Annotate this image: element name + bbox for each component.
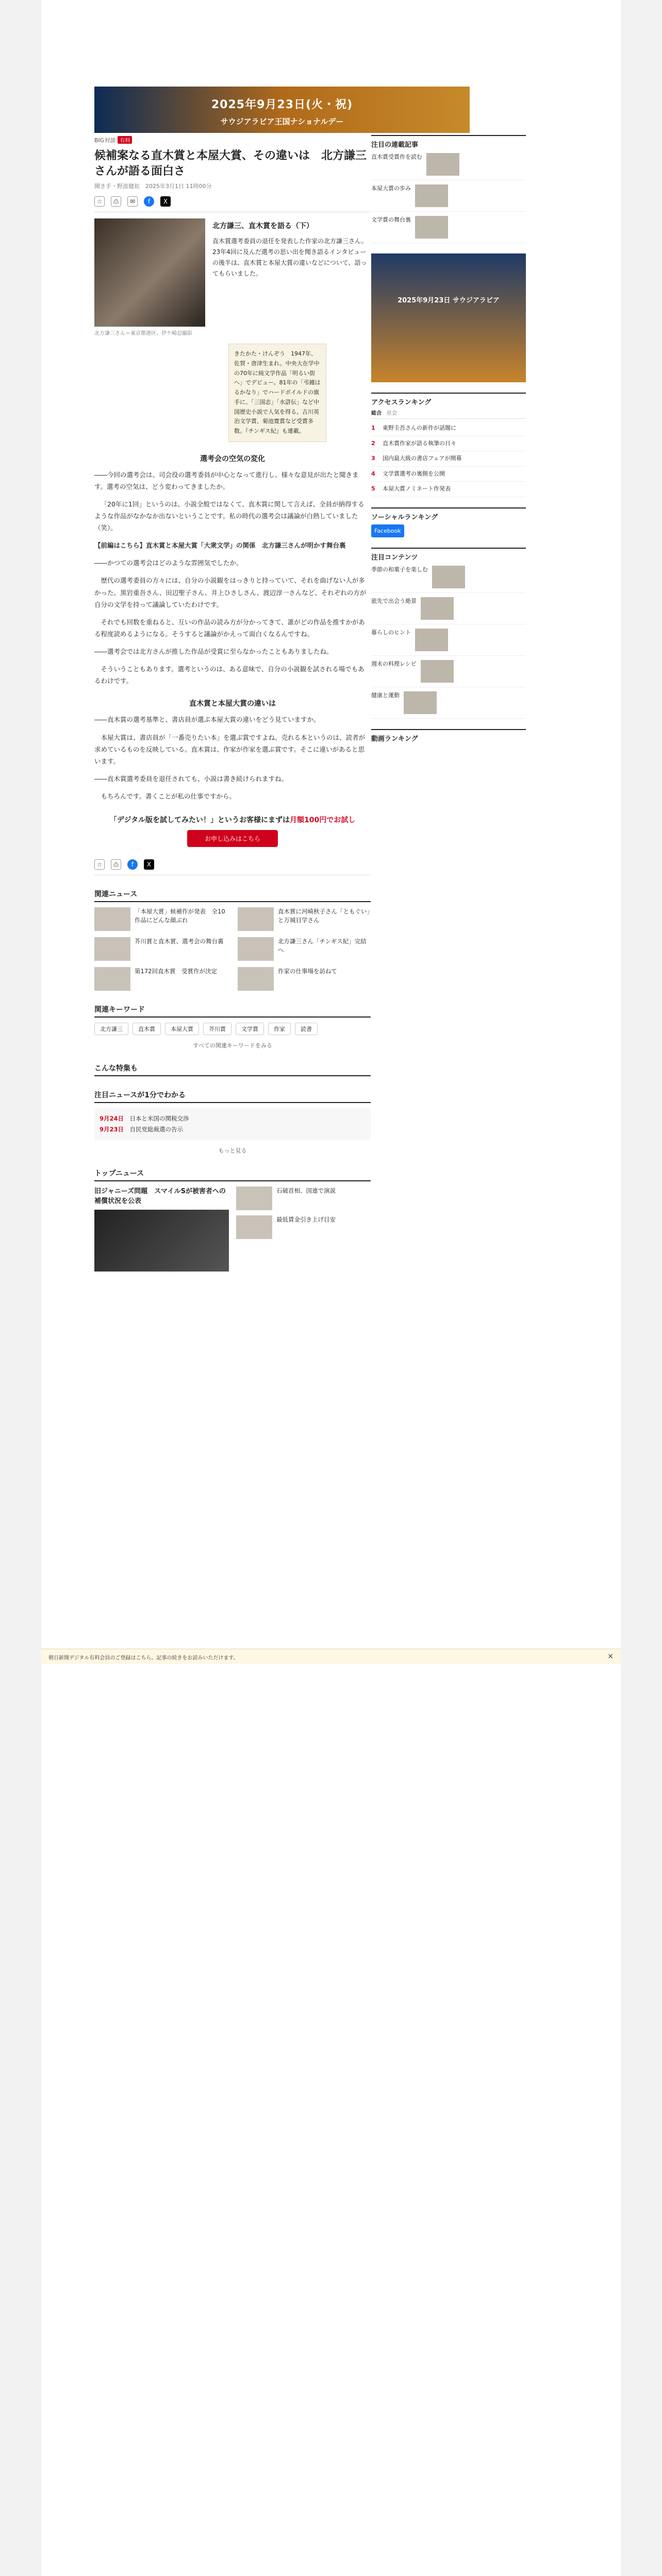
keyword-tag[interactable]: 芥川賞 (203, 1023, 231, 1035)
paragraph: 「20年に1回」というのは、小説全般ではなくて、直木賞に関して言えば、全員が納得するような作品がなかなか出ないということです。私の時代の選考会は議論が白熱していました（笑）。 (94, 500, 365, 532)
keyword-tag[interactable]: 読書 (295, 1023, 318, 1035)
ranking-item[interactable] (371, 421, 526, 436)
close-icon[interactable]: × (607, 1652, 614, 1660)
video-title (371, 733, 526, 743)
news-calendar (94, 1108, 371, 1140)
ranking-label: アクセスランキング (371, 399, 432, 406)
related-news-text: 北方謙三さん「チンギス紀」完結へ (278, 938, 367, 954)
subscribe-button[interactable]: お申し込みはこちら (187, 830, 278, 847)
rank-text: 直木賞作家が語る執筆の日々 (383, 439, 456, 447)
recommend-text: 暮らしのヒント (371, 629, 411, 636)
rank-number: 2 (371, 439, 375, 447)
breadcrumb-label[interactable]: BIG対談 (94, 137, 116, 144)
thumbnail (94, 967, 130, 991)
thumbnail (238, 907, 274, 931)
related-news-item[interactable] (238, 967, 371, 991)
profile-box: きたかた・けんぞう 1947年、佐賀・唐津生まれ。中央大在学中の70年に純文学作品「明るい街へ」でデビュー。81年の「弔鐘はるかなり」でハードボイルドの旗手に。「三国志」「水滸伝」など中国歴史小説で人気を得る。吉川英治文学賞、菊池寛賞など受賞多数。『チンギス紀』も連載。 (228, 344, 326, 442)
print-icon[interactable]: ⎙ (111, 196, 121, 207)
thumbnail (415, 629, 448, 651)
sidebar-item-text: 本屋大賞の歩み (371, 185, 411, 192)
topnews-image (94, 1210, 229, 1272)
keyword-tag[interactable]: 本屋大賞 (165, 1023, 199, 1035)
subheading-2: 直木賞と本屋大賞の違いは (189, 700, 276, 708)
paragraph: それでも回数を重ねると、互いの作品の読み方が分かってきて、誰がどの作品を推すかがある程度読めるようになる。そうすると議論がかえって面白くなるんですね。 (94, 618, 365, 638)
sidebar-ad[interactable]: 2025年9月23日 サウジアラビア (371, 253, 526, 382)
related-news-text: 第172回直木賞 受賞作が決定 (135, 968, 217, 975)
paragraph: もちろんです。書くことが私の仕事ですから。 (101, 792, 236, 801)
video-thumbnail[interactable] (476, 746, 526, 777)
footer-text[interactable]: 朝日新聞デジタル有料会員のご登録はこちら。記事の続きをお読みいただけます。 (48, 1655, 239, 1661)
facebook-widget[interactable]: Facebook (371, 524, 404, 537)
sticky-footer-bar (41, 1649, 621, 1664)
keyword-tag[interactable]: 作家 (268, 1023, 291, 1035)
paragraph: ――かつての選考会はどのような雰囲気でしたか。 (94, 559, 243, 567)
sidebar-item[interactable] (371, 149, 526, 180)
related-news-item[interactable] (238, 907, 371, 931)
social-ranking (371, 507, 526, 537)
recommend-item[interactable] (371, 656, 526, 687)
thumbnail (421, 660, 454, 683)
thumbnail (415, 184, 448, 207)
print-icon[interactable]: ⎙ (111, 859, 121, 870)
paragraph: ――選考会では北方さんが推した作品が受賞に至らなかったこともありましたね。 (94, 648, 333, 656)
topnews-item-text: 石破首相、国連で演説 (276, 1187, 336, 1194)
paragraph: 本屋大賞は、書店員が「一番売りたい本」を選ぶ賞ですよね。売れる本というのは、読者が求めているものを反映している。直木賞は、作家が作家を選ぶ賞です。そこに違いがあると思います。 (94, 733, 366, 765)
keyword-tag[interactable]: 北方謙三 (94, 1023, 128, 1035)
calendar-item[interactable]: 自民党総裁選の告示 (129, 1125, 184, 1133)
mail-icon[interactable]: ✉ (127, 196, 138, 207)
article-title: 候補案なる直木賞と本屋大賞、その違いは 北方謙三さんが語る面白さ (94, 149, 367, 178)
cta-text-red: 月額100円でお試し (289, 816, 356, 825)
tab-society[interactable]: 社会 (387, 411, 397, 416)
related-news-item[interactable] (94, 937, 227, 961)
sidebar-item-text: 文学賞の舞台裏 (371, 216, 411, 223)
calendar-date: 9月23日 (100, 1125, 124, 1133)
paragraph: そういうこともあります。選考というのは、ある意味で、自分の小説観を試される場でもあるわけです。 (94, 665, 365, 685)
topnews-main[interactable] (94, 1187, 229, 1272)
keywords-more-link[interactable]: すべての関連キーワードをみる (193, 1042, 272, 1049)
ranking-item[interactable] (371, 451, 526, 467)
share-bar-bottom (94, 859, 371, 875)
facebook-icon[interactable]: f (144, 196, 154, 207)
header-space (41, 0, 621, 85)
rank-number: 4 (371, 470, 375, 477)
recommend-text: 週末の料理レシピ (371, 660, 417, 667)
recommend-title (371, 552, 526, 562)
banner-line1: 2025年9月23日(火・祝) (211, 98, 353, 111)
rank-text: 本屋大賞ノミネート作発表 (383, 485, 451, 492)
rank-number: 3 (371, 455, 375, 462)
keyword-tag[interactable]: 文学賞 (236, 1023, 264, 1035)
thumbnail (432, 566, 465, 588)
topnews-title: トップニュース (94, 1168, 371, 1181)
ranking-item[interactable] (371, 482, 526, 497)
keyword-tag[interactable]: 直木賞 (133, 1023, 161, 1035)
author-photo[interactable] (94, 218, 205, 327)
rank-text: 文学賞選考の裏側を公開 (383, 470, 445, 477)
related-news-list (94, 907, 371, 991)
lead-paragraph: 直木賞選考委員の退任を発表した作家の北方謙三さん。23年4回に及んだ選考の思い出を聞き語るインタビューの後半は、直木賞と本屋大賞の違いなどについて、語ってもらいました。 (212, 238, 368, 278)
subscribe-cta (94, 815, 371, 847)
article-meta: 聞き手・野波健祐 2025年3月1日 11時00分 (94, 183, 212, 190)
related-news-text: 作家の仕事場を訪ねて (278, 968, 337, 975)
related-news-text: 「本屋大賞」候補作が発表 全10作品にどんな顔ぶれ (135, 908, 225, 924)
sidebar-item-text: 直木賞受賞作を読む (371, 154, 422, 160)
keywords-title: 関連キーワード (94, 1004, 371, 1018)
rank-text: 東野圭吾さんの新作が話題に (383, 425, 456, 431)
topnews-list (94, 1187, 371, 1272)
related-news-item[interactable] (238, 937, 371, 961)
related-news-text: 芥川賞と直木賞、選考会の舞台裏 (135, 938, 224, 945)
bookmark-icon[interactable]: ☆ (94, 859, 105, 870)
related-news-text: 直木賞に河崎秋子さん「ともぐい」と万城目学さん (278, 908, 370, 924)
video-thumbs (371, 746, 526, 777)
ranking-item[interactable] (371, 436, 526, 452)
paragraph: 歴代の選考委員の方々には、自分の小説観をはっきりと持っていて、それを曲げない人が多かった。黒岩重吾さん、田辺聖子さん、井上ひさしさん、渡辺淳一さんなど、それぞれの方が自分の文学を持って議論していたわけです。 (94, 577, 367, 608)
recommend-box (371, 548, 526, 719)
facebook-icon[interactable]: f (127, 859, 138, 870)
thumbnail (421, 597, 454, 620)
thumbnail (238, 937, 274, 961)
lead-section (94, 218, 371, 336)
paragraph: ――直木賞選考委員を退任されても、小説は書き続けられますね。 (94, 774, 288, 783)
topnews-item[interactable] (236, 1215, 371, 1239)
access-ranking (371, 393, 526, 497)
related-news-title: 関連ニュース (94, 889, 371, 902)
feature-title: こんな特集も (94, 1063, 371, 1076)
calendar-date: 9月24日 (100, 1115, 124, 1123)
related-article-link[interactable]: 【前編はこちら】直木賞と本屋大賞「大衆文学」の関係 北方謙三さんが明かす舞台裏 (94, 541, 346, 550)
topnews-item-text: 最低賃金引き上げ目安 (276, 1215, 336, 1223)
page-blank-area (41, 1665, 621, 2576)
share-bar (94, 196, 371, 212)
recommend-item[interactable] (371, 562, 526, 593)
thumbnail (238, 967, 274, 991)
bookmark-icon[interactable]: ☆ (94, 196, 105, 207)
ranking-title (371, 397, 526, 406)
sidebar-series-label: 注目の連載記事 (371, 141, 419, 149)
video-label: 動画ランキング (371, 735, 418, 743)
recommend-text: 旅先で出会う絶景 (371, 597, 417, 604)
social-label: ソーシャルランキング (371, 513, 438, 521)
breadcrumb[interactable] (94, 136, 371, 144)
banner-line2: サウジアラビア王国ナショナルデー (220, 117, 344, 126)
video-thumbnail[interactable] (371, 746, 421, 777)
rank-number: 5 (371, 485, 375, 492)
ranking-tabs (371, 406, 526, 419)
recommend-item[interactable] (371, 593, 526, 624)
x-icon[interactable]: X (144, 859, 154, 870)
recommend-item[interactable] (371, 624, 526, 656)
article-body-1 (94, 469, 371, 687)
calendar-item[interactable]: 日本と米国の関税交渉 (129, 1115, 189, 1123)
calendar-title: 注目ニュースが1分でわかる (94, 1090, 371, 1103)
topnews-headline: 旧ジャニーズ問題 スマイルSが被害者への補償状況を公表 (94, 1187, 226, 1206)
sidebar-series-box (371, 135, 526, 243)
paid-badge: 有料 (118, 136, 132, 144)
related-news-item[interactable] (94, 967, 227, 991)
ranking-item[interactable] (371, 467, 526, 482)
keyword-list (94, 1023, 371, 1035)
rank-number: 1 (371, 425, 375, 431)
photo-caption: 北方謙三さん＝東京都港区、伊ケ崎忍撮影 (94, 331, 192, 337)
sidebar (371, 135, 526, 787)
recommend-text: 季節の和菓子を楽しむ (371, 566, 428, 573)
top-banner-ad[interactable] (94, 87, 470, 133)
thumbnail (404, 691, 437, 714)
thumbnail (426, 153, 459, 176)
lead-heading: 北方謙三、直木賞を語る（下） (212, 222, 313, 231)
topnews-item[interactable] (236, 1187, 371, 1210)
recommend-text: 健康と運動 (371, 691, 400, 699)
video-thumbnail[interactable] (424, 746, 473, 777)
thumbnail (236, 1215, 272, 1239)
x-icon[interactable]: X (160, 196, 171, 207)
thumbnail (236, 1187, 272, 1210)
paragraph: ――今回の選考会は、司会役の選考委員が中心となって進行し、様々な意見が出たと聞きます。選考の空気は、どう変わってきましたか。 (94, 470, 359, 490)
recommend-label: 注目コンテンツ (371, 553, 418, 562)
thumbnail (94, 937, 130, 961)
cta-text-main: 「デジタル版を試してみたい！」というお客様にまずは (109, 816, 290, 825)
subheading-1: 選考会の空気の変化 (200, 454, 265, 463)
sidebar-series-title (371, 139, 526, 149)
thumbnail (415, 216, 448, 239)
sidebar-item[interactable] (371, 180, 526, 212)
recommend-item[interactable] (371, 687, 526, 719)
tab-general[interactable]: 総合 (371, 411, 382, 416)
cta-text (94, 815, 371, 825)
article-body-2 (94, 714, 371, 802)
rank-text: 国内最大級の書店フェアが開幕 (383, 455, 462, 462)
article-main (94, 135, 371, 1272)
related-news-item[interactable] (94, 907, 227, 931)
social-title (371, 512, 526, 521)
thumbnail (94, 907, 130, 931)
sidebar-item[interactable] (371, 212, 526, 243)
paragraph: ――直木賞の選考基準と、書店員が選ぶ本屋大賞の違いをどう見ていますか。 (94, 716, 320, 724)
video-ranking (371, 729, 526, 777)
calendar-more-link[interactable]: もっと見る (218, 1147, 247, 1154)
